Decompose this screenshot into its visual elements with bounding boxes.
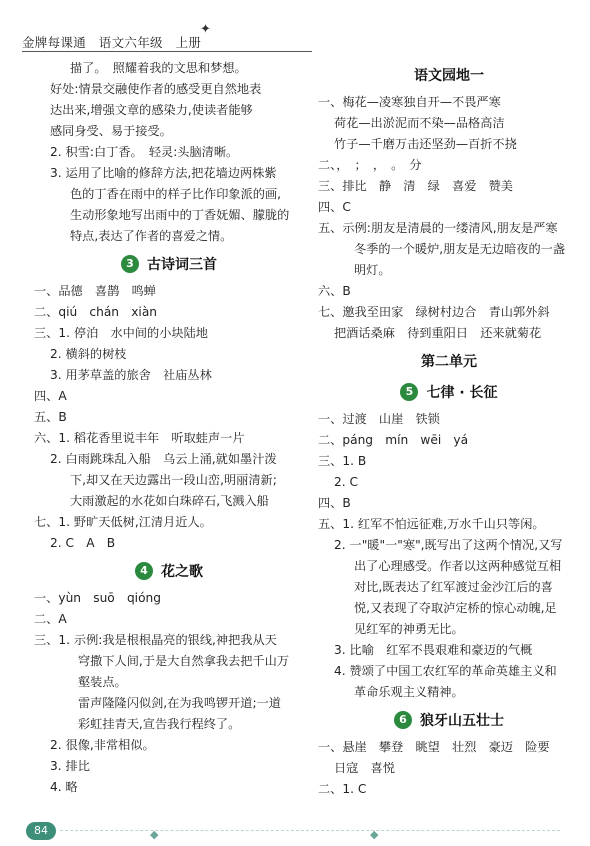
answer-line: 六、1. 稻花香里说丰年 听取蛙声一片 — [34, 431, 245, 445]
fish-icon: ◆ — [150, 828, 159, 841]
answer-line: 五、1. 红军不怕远征难,万水千山只等闲。 — [318, 517, 545, 531]
answer-line: 下,却又在天边露出一段山峦,明丽清新; — [70, 473, 277, 487]
answer-line: 3. 运用了比喻的修辞方法,把花墙边两株紫 — [50, 166, 277, 180]
right-answer-column — [318, 58, 580, 800]
answer-line: 一、悬崖 攀登 眺望 壮烈 豪迈 险要 — [318, 740, 550, 754]
answer-line: 感同身受、易于接受。 — [50, 124, 172, 138]
answer-line: 2. 白雨跳珠乱入船 乌云上涌,就如墨汁泼 — [50, 452, 277, 466]
answer-line: 五、示例:朋友是清晨的一缕清风,朋友是严寒 — [318, 221, 558, 235]
section-heading: 第二单元 — [421, 354, 477, 370]
answer-line: 2. 积雪:白丁香。 轻灵:头脑清晰。 — [50, 145, 239, 159]
answer-line: 四、B — [318, 496, 351, 510]
header-rule — [22, 51, 312, 52]
answer-line: 色的丁香在雨中的样子比作印象派的画, — [70, 187, 282, 201]
answer-line: 2. 横斜的树枝 — [50, 347, 127, 361]
answer-line: 特点,表达了作者的喜爱之情。 — [70, 229, 233, 243]
header-title: 金牌每课通 语文六年级 上册 — [22, 35, 202, 50]
answer-line: 荷花—出淤泥而不染—品格高洁 — [334, 116, 505, 130]
answer-line: 六、B — [318, 284, 351, 298]
answer-line: 对比,既表达了红军渡过金沙江后的喜 — [354, 580, 553, 594]
answer-line: 四、C — [318, 200, 351, 214]
page-footer — [0, 810, 590, 846]
section-title: 花之歌 — [161, 564, 203, 580]
answer-line: 穹撒下人间,于是大自然拿我去把千山万 — [78, 654, 290, 668]
answer-line: 明灯。 — [354, 263, 391, 277]
decorative-wave — [60, 830, 560, 841]
answer-line: 大雨激起的水花如白珠碎石,飞溅入船 — [70, 494, 269, 508]
section-title: 七律 · 长征 — [426, 385, 498, 401]
answer-line: 二、， ； ， 。 分 — [318, 158, 422, 172]
fish-icon: ◆ — [370, 828, 379, 841]
answer-line: 好处:情景交融使作者的感受更自然地表 — [50, 82, 262, 96]
left-answer-column — [34, 58, 304, 798]
answer-line: 3. 排比 — [50, 759, 90, 773]
section-heading — [34, 250, 304, 278]
answer-line: 2. 一"暖"一"寒",既写出了这两个情况,又写 — [334, 538, 563, 552]
answer-line: 三、1. B — [318, 454, 367, 468]
answer-line: 雷声隆隆闪似剑,在为我鸣锣开道;一道 — [78, 696, 281, 710]
answer-line: 二、qiú chán xiàn — [34, 305, 158, 319]
section-number-badge: 6 — [394, 711, 412, 729]
answer-line: 七、邀我至田家 绿树村边合 青山郭外斜 — [318, 305, 550, 319]
answer-line: 二、1. C — [318, 782, 367, 796]
section-heading — [318, 706, 580, 734]
answer-line: 一、品德 喜鹊 鸣蝉 — [34, 284, 156, 298]
answer-line: 生动形象地写出雨中的丁香妩媚、朦胧的 — [70, 208, 290, 222]
answer-line: 彩虹挂青天,宣告我行程终了。 — [78, 717, 241, 731]
answer-line: 见红军的神勇无比。 — [354, 622, 464, 636]
answer-line: 壑装点。 — [78, 675, 127, 689]
section-number-badge: 4 — [135, 562, 153, 580]
answer-line: 三、1. 示例:我是根根晶亮的银线,神把我从天 — [34, 633, 277, 647]
answer-line: 悦,又表现了夺取泸定桥的惊心动魄,足 — [354, 601, 557, 615]
answer-line: 二、páng mín wēi yá — [318, 433, 469, 447]
answer-line: 4. 略 — [50, 780, 78, 794]
answer-line: 达出来,增强文章的感染力,使读者能够 — [50, 103, 253, 117]
answer-line: 2. C — [334, 475, 359, 489]
section-heading: 语文园地一 — [414, 68, 484, 84]
page-header — [0, 0, 590, 50]
answer-line: 七、1. 野旷天低树,江清月近人。 — [34, 515, 212, 529]
answer-line: 四、A — [34, 389, 67, 403]
section-title: 古诗词三首 — [147, 257, 217, 273]
answer-line: 冬季的一个暖炉,朋友是无边暗夜的一盏 — [354, 242, 566, 256]
answer-line: 2. 很像,非常相似。 — [50, 738, 155, 752]
answer-line: 竹子—千磨万击还坚劲—百折不挠 — [334, 137, 517, 151]
star-icon: ✦ — [200, 22, 211, 37]
answer-line: 描了。 照耀着我的文思和梦想。 — [70, 61, 247, 75]
answer-line: 一、yùn suō qióng — [34, 591, 161, 605]
section-title: 狼牙山五壮士 — [420, 713, 504, 729]
answer-line: 三、1. 停泊 水中间的小块陆地 — [34, 326, 208, 340]
answer-line: 3. 比喻 红军不畏艰难和豪迈的气概 — [334, 643, 533, 657]
answer-line: 五、B — [34, 410, 67, 424]
answer-line: 出了心理感受。作者以这两种感觉互相 — [354, 559, 562, 573]
answer-line: 把酒话桑麻 待到重阳日 还来就菊花 — [334, 326, 542, 340]
answer-line: 三、排比 静 清 绿 喜爱 赞美 — [318, 179, 513, 193]
answer-line: 一、过渡 山崖 铁锁 — [318, 412, 440, 426]
answer-line: 革命乐观主义精神。 — [354, 685, 464, 699]
answer-line: 日寇 喜悦 — [334, 761, 395, 775]
section-heading — [34, 557, 304, 585]
page-number-badge: 84 — [26, 822, 56, 840]
section-number-badge: 5 — [400, 383, 418, 401]
answer-line: 3. 用茅草盖的旅舍 社庙丛林 — [50, 368, 212, 382]
answer-line: 4. 赞颂了中国工农红军的革命英雄主义和 — [334, 664, 557, 678]
answer-line: 2. C A B — [50, 536, 116, 550]
answer-line: 二、A — [34, 612, 67, 626]
section-number-badge: 3 — [121, 255, 139, 273]
answer-line: 一、梅花—凌寒独自开—不畏严寒 — [318, 95, 501, 109]
section-heading — [318, 378, 580, 406]
